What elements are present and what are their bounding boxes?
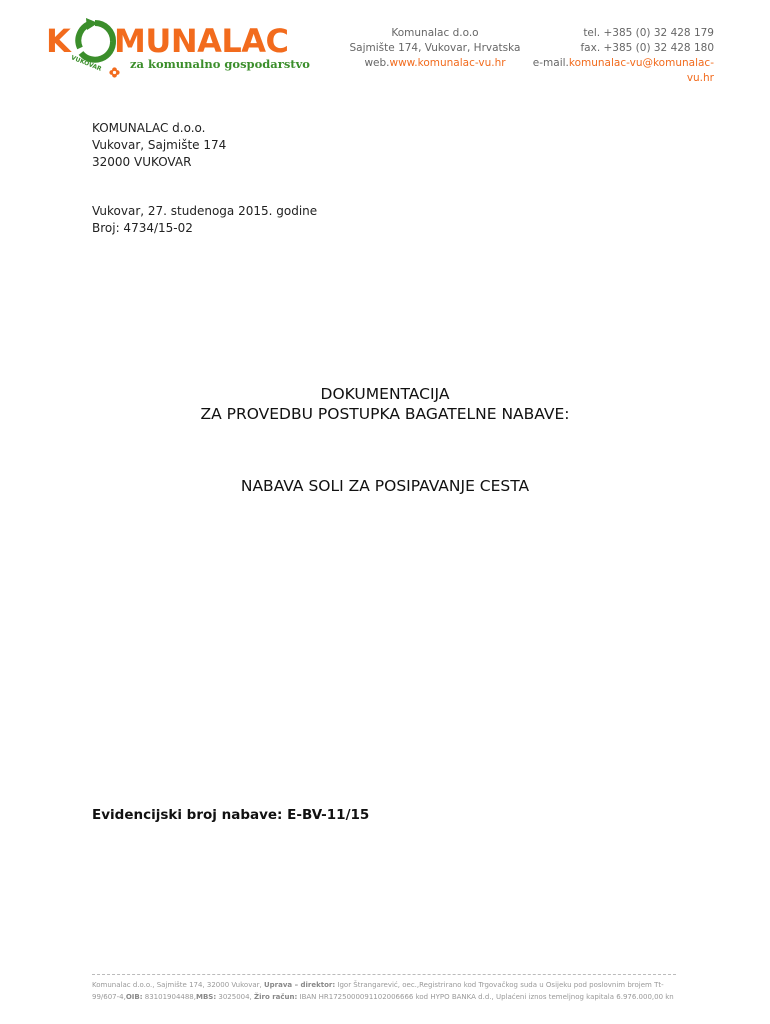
addressee-city: 32000 VUKOVAR: [92, 155, 192, 169]
footer-ziro-label: Žiro račun:: [254, 993, 298, 1001]
contact-email: [520, 56, 714, 86]
document-number: Broj: 4734/15-02: [92, 221, 193, 235]
web-label: web.: [364, 57, 390, 69]
contact-company: Komunalac d.o.o: [391, 27, 479, 39]
contact-phone-block: [520, 26, 714, 86]
addressee-street: Vukovar, Sajmište 174: [92, 138, 227, 152]
footer-mbs: 3025004,: [216, 993, 255, 1001]
footer-divider: [92, 974, 676, 975]
web-link[interactable]: www.komunalac-vu.hr: [389, 57, 506, 69]
logo-tagline: za komunalno gospodarstvo: [130, 57, 310, 71]
contact-tel: tel. +385 (0) 32 428 179: [583, 27, 714, 39]
footer-legal-text: [92, 979, 676, 1003]
email-label: e-mail.: [532, 57, 569, 69]
contact-address: Sajmište 174, Vukovar, Hrvatska: [349, 42, 521, 54]
footer-uprava-label: Uprava – direktor:: [263, 981, 336, 989]
footer-director: Igor Štrangarević, oec.,Registrirano kod Trgovačkog suda u Osijeku pod poslovnim brojem Tt-: [335, 981, 664, 989]
footer-oib: 83101904488,: [142, 993, 196, 1001]
footer-register: 99/607-4,: [92, 993, 126, 1001]
document-title: DOKUMENTACIJA: [320, 385, 450, 403]
addressee-name: KOMUNALAC d.o.o.: [92, 121, 206, 135]
footer-bank: IBAN HR1725000091102006666 kod HYPO BANKA d.d., Uplaćeni iznos temeljnog kapitala 6.976.000,00 kn: [297, 993, 674, 1001]
footer-oib-label: OIB:: [125, 993, 143, 1001]
flower-icon: [109, 67, 120, 78]
contact-fax: fax. +385 (0) 32 428 180: [580, 42, 714, 54]
footer-mbs-label: MBS:: [196, 993, 217, 1001]
logo-letters: MUNALAC: [114, 22, 289, 60]
procurement-subject: NABAVA SOLI ZA POSIPAVANJE CESTA: [240, 477, 530, 495]
addressee-block: [92, 120, 226, 171]
date-block: [92, 203, 317, 237]
contact-web: [340, 56, 530, 71]
logo-letter-k: K: [46, 22, 71, 60]
logo-small-text: VUKOVAR: [69, 54, 103, 73]
company-logo: [46, 16, 321, 78]
email-link[interactable]: komunalac-vu@komunalac-vu.hr: [568, 57, 714, 84]
contact-address-block: [340, 26, 530, 71]
footer-company: Komunalac d.o.o., Sajmište 174, 32000 Vukovar,: [92, 981, 264, 989]
document-date: Vukovar, 27. studenoga 2015. godine: [92, 204, 318, 218]
document-subtitle: ZA PROVEDBU POSTUPKA BAGATELNE NABAVE:: [200, 405, 570, 423]
evidence-number: Evidencijski broj nabave: E-BV-11/15: [92, 807, 370, 823]
